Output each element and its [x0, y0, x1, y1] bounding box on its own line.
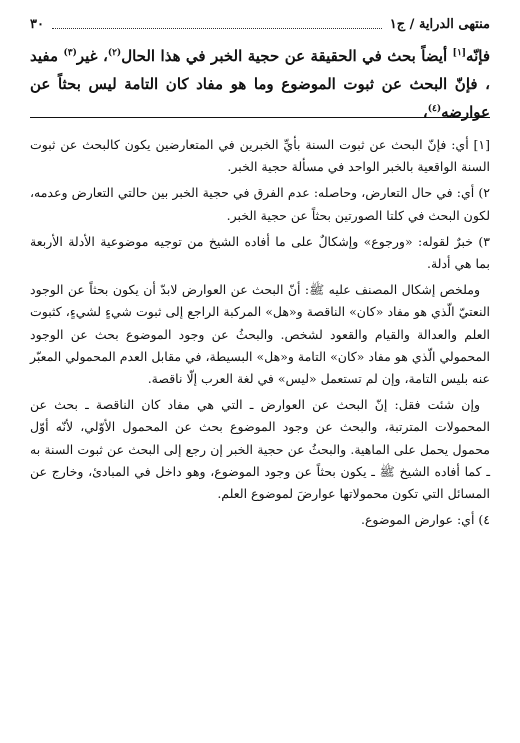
main-text-segment: فإنّه	[466, 47, 491, 65]
footnote-ref[interactable]: (٤)	[427, 104, 442, 114]
main-paragraph	[30, 42, 490, 126]
main-text-segment: ،	[422, 103, 428, 121]
footnote-2: ٢) أي: في حال التعارض، وحاصله: عدم الفرق في حجية الخبر بين حالتي التعارض وعدمه، لكون البحث في كلتا الصورتين بحثاً عن حجية الخبر.	[30, 185, 490, 223]
footnote-3-alternative: وإن شئت فقل: إنّ البحث عن العوارض ـ التي هي مفاد كان الناقصة ـ بحث عن المحمولات المترتبة، والبحث عن وجود الموضوع بحث عن المحمول الأوّلي، لأنّه أوّل محمول يحمل على الماهية. والبحثُ عن حجية الخبر إن رجع إلى البحث عن ثبوت السنة به ـ كما أفاده الشيخ ﷺ ـ يكون بحثاً عن وجود الموضوع، وهو داخل في المبادئ، وخارج عن المسائل التي تكون محمولاتها عوارضَ لموضوع العلم.	[30, 397, 490, 502]
footnote-3: ٣) خبرٌ لقوله: «ورجوع» وإشكالٌ على ما أفاده الشيخ من توجيه موضوعية الأدلة الأربعة بما هي أدلة.	[30, 233, 490, 272]
footnote-1: [١] أي: فإنّ البحث عن ثبوت السنة بأيِّ الخبرين في المتعارضين يكون كالبحث عن ثبوت السنة الواقعية بالخبر الواحد في مسألة حجية الخبر.	[30, 137, 490, 175]
running-header	[30, 14, 490, 34]
header-dot-leader	[52, 27, 382, 29]
footnote-3-summary: وملخص إشكال المصنف عليه ﷺ: أنّ البحث عن العوارض لابدّ أن يكون بحثاً عن الوجود النعتيّ الّذي هو مفاد «كان» الناقصة و«هل» المركبة الراجع إلى ثبوت شيءٍ لشيءٍ، كثبوت العلم والعدالة والقيام والقعود لشخص. والبحثُ عن وجود الموضوع بحث عن الوجود المحمولي الّذي هو مفاد «كان» التامة و«هل» البسيطة، في مقابل العدم المحمولي المعبّر عنه بليس التامة، وإن لم تستعمل «ليس» في لغة العرب إلّا ناقصة.	[30, 282, 490, 387]
footnote-ref[interactable]: (٣)	[63, 48, 77, 58]
footnote-4: ٤) أي: عوارض الموضوع.	[361, 512, 490, 528]
main-text-segment: ، غير	[76, 47, 108, 65]
main-text	[30, 42, 490, 126]
page-number: ٣٠	[30, 16, 44, 32]
main-text-segment: أيضاً بحث في الحقيقة عن حجية الخبر في هذا الحال	[121, 47, 453, 65]
footnotes	[30, 134, 490, 535]
main-text-segment: مفيد ، فإنّ البحث عن ثبوت الموضوع وما هو مفاد كان التامة ليس بحثاً عن عوارضه	[30, 47, 490, 121]
footnote-ref[interactable]: [١]	[452, 48, 467, 58]
running-title: منتهى الدراية / ج١	[389, 16, 490, 32]
footnote-separator	[30, 117, 490, 118]
footnote-ref[interactable]: (٢)	[107, 48, 122, 58]
